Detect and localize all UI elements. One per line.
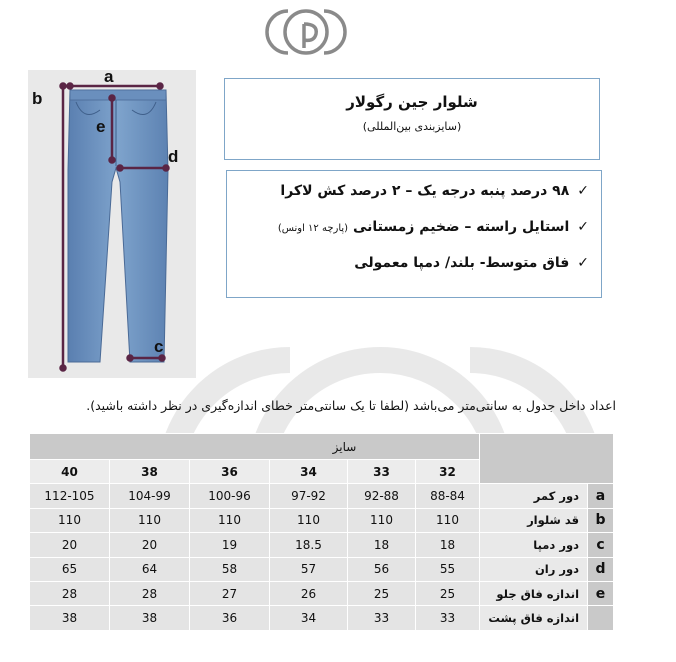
row-letter: d [588, 557, 614, 581]
cell: 110 [270, 508, 348, 532]
cell: 20 [110, 533, 190, 557]
check-icon: ✓ [577, 255, 589, 271]
check-icon: ✓ [577, 219, 589, 235]
cell: 38 [110, 606, 190, 630]
cell: 33 [416, 606, 480, 630]
table-row [30, 581, 614, 605]
row-label: دور کمر [480, 484, 588, 508]
row-letter: c [588, 533, 614, 557]
measurement-note: اعداد داخل جدول به سانتی‌متر می‌باشد (لطفا تا یک سانتی‌متر خطای اندازه‌گیری در نظر داشته باشید). [86, 398, 616, 413]
row-label: دور ران [480, 557, 588, 581]
size-33: 33 [348, 460, 416, 484]
label-c: c [154, 337, 164, 356]
cell: 27 [190, 581, 270, 605]
cell: 19 [190, 533, 270, 557]
cell: 25 [348, 581, 416, 605]
row-label: قد شلوار [480, 508, 588, 532]
cell: 97-92 [270, 484, 348, 508]
label-d: d [168, 147, 179, 166]
cell: 88-84 [416, 484, 480, 508]
feature-text: ۹۸ درصد پنبه درجه یک – ۲ درصد کش لاکرا [280, 183, 570, 199]
feature-text: فاق متوسط- بلند/ دمپا معمولی [354, 255, 570, 271]
cell: 57 [270, 557, 348, 581]
row-letter: a [588, 484, 614, 508]
size-40: 40 [30, 460, 110, 484]
product-title: شلوار جین رگولار [346, 93, 478, 111]
row-label: دور دمپا [480, 533, 588, 557]
product-title-box [224, 78, 600, 160]
size-38: 38 [110, 460, 190, 484]
check-icon: ✓ [577, 183, 589, 199]
row-letter: e [588, 581, 614, 605]
size-32: 32 [416, 460, 480, 484]
cell: 18.5 [270, 533, 348, 557]
cell: 28 [110, 581, 190, 605]
jeans-illustration [28, 70, 196, 378]
cell: 25 [416, 581, 480, 605]
product-subtitle: (سایزبندی بین‌المللی) [362, 120, 462, 133]
cell: 33 [348, 606, 416, 630]
table-corner [480, 434, 614, 484]
cell: 28 [30, 581, 110, 605]
table-row [30, 484, 614, 508]
row-letter [588, 606, 614, 630]
sizes-header: سایز [30, 434, 480, 460]
cell: 110 [110, 508, 190, 532]
size-36: 36 [190, 460, 270, 484]
brand-logo [258, 6, 354, 58]
cell: 58 [190, 557, 270, 581]
cell: 65 [30, 557, 110, 581]
cell: 110 [416, 508, 480, 532]
size-table [29, 433, 614, 631]
label-a: a [104, 70, 114, 86]
cell: 104-99 [110, 484, 190, 508]
cell: 18 [416, 533, 480, 557]
cell: 55 [416, 557, 480, 581]
cell: 36 [190, 606, 270, 630]
size-34: 34 [270, 460, 348, 484]
cell: 110 [348, 508, 416, 532]
label-e: e [96, 117, 106, 136]
cell: 34 [270, 606, 348, 630]
row-label: اندازه فاق جلو [480, 581, 588, 605]
cell: 56 [348, 557, 416, 581]
cell: 26 [270, 581, 348, 605]
table-row [30, 508, 614, 532]
cell: 38 [30, 606, 110, 630]
row-letter: b [588, 508, 614, 532]
label-b: b [32, 89, 43, 108]
row-label: اندازه فاق پشت [480, 606, 588, 630]
table-row [30, 606, 614, 630]
cell: 110 [190, 508, 270, 532]
cell: 100-96 [190, 484, 270, 508]
feature-item [280, 183, 589, 199]
table-row [30, 533, 614, 557]
jeans-diagram [28, 70, 196, 378]
feature-note: (پارچه ۱۲ اونس) [277, 223, 349, 234]
feature-item [354, 255, 589, 271]
cell: 92-88 [348, 484, 416, 508]
feature-text: استایل راسته – ضخیم زمستانی [352, 219, 570, 235]
features-box [226, 170, 602, 298]
feature-item [278, 219, 589, 235]
cell: 20 [30, 533, 110, 557]
cell: 18 [348, 533, 416, 557]
cell: 112-105 [30, 484, 110, 508]
table-row [30, 557, 614, 581]
cell: 110 [30, 508, 110, 532]
cell: 64 [110, 557, 190, 581]
